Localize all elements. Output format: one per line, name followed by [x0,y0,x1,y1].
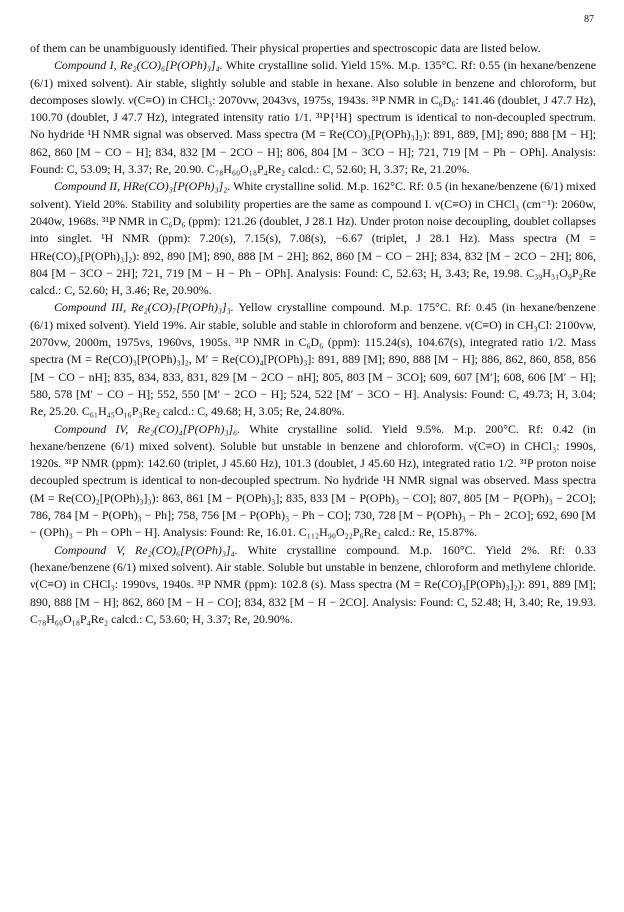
compound-i-paragraph [30,57,596,178]
compound-ii-heading: Compound II, HRe(CO)₃[P(OPh)₃]₂. [54,179,231,194]
compound-iii-heading: Compound III, Re₂(CO)₇[P(OPh)₃]₃. [54,300,234,315]
compound-ii-text: White crystalline solid. M.p. 162°C. Rf: 0.5 (in hexane/benzene (6/1) mixed solvent). Yield 20%. Stability and solubility properties are the same as compound I. ν(C≡O) in CHCl₃ (cm⁻¹): 2060w, 2040w, 1968s. ³¹P NMR in C₆D₆ (ppm): 121.26 (doublet, J 28.1 Hz). Under proton noise decoupling, doublet collapses into singlet. ¹H NMR (ppm): 7.20(s), 7.15(s), 7.08(s), −6.67 (triplet, J 28.1 Hz). Mass spectra (M = HRe(CO)₃[P(OPh)₃]₂): 892, 890 [M]; 890, 888 [M − 2H]; 862, 860 [M − CO − 2H]; 834, 832 [M − 2CO − 2H]; 806, 804 [M − 3CO − 2H]; 721, 719 [M − H − Ph − OPh]. Analysis: Found: C, 52.63; H, 3.43; Re, 19.98. C₃₉H₃₁O₉P₂Re calcd.: C, 52.60; H, 3.46; Re, 20.90%. [30,179,597,298]
intro-paragraph [30,40,596,57]
compound-v-heading: Compound V, Re₂(CO)₆[P(OPh)₃]₄. [54,542,238,557]
experimental-section [30,40,596,628]
compound-ii-paragraph [30,178,596,299]
compound-i-heading: Compound I, Re₂(CO)₆[P(OPh)₃]₄. [54,58,223,73]
compound-iii-paragraph [30,299,596,420]
compound-v-text: White crystalline compound. M.p. 160°C. Yield 2%. Rf: 0.33 (hexane/benzene (6/1) mixed solvent). Air stable. Soluble but unstable in benzene, chloroform and methylene chloride. ν(C≡O) in CHCl₃: 1990vs, 1940s. ³¹P NMR (ppm): 102.8 (s). Mass spectra (M = Re(CO)₃[P(OPh)₃]₂): 891, 889 [M]; 890, 888 [M − H]; 862, 860 [M − H − CO]; 834, 832 [M − H − 2CO]. Analysis: Found: C, 52.48; H, 3.40; Re, 19.93. C₇₈H₆₀O₁₈P₄Re₂ calcd.: C, 53.60; H, 3.37; Re, 20.90%. [30,542,596,626]
compound-v-paragraph [30,542,596,628]
compound-iii-text: Yellow crystalline compound. M.p. 175°C. Rf: 0.45 (in hexane/benzene (6/1) mixed solvent). Yield 19%. Air stable, soluble and stable in chloroform and benzene. ν(C≡O) in CH₃Cl: 2100vw, 2070vw, 2000m, 1975vs, 1960vs, 1905s. ³¹P NMR in C₆D₆ (ppm): 115.24(s), 104.67(s), integrated ratio 1/2. Mass spectra (M = Re(CO)₃[P(OPh)₃]₂, M′ = Re(CO)₄[P(OPh)₃]: 891, 889 [M]; 890, 888 [M − H]; 886, 862, 860, 858, 856 [M − CO − nH]; 835, 834, 833, 831, 829 [M − 2CO − nH]; 805, 803 [M − 3CO]; 609, 607 [M′]; 608, 606 [M′ − H]; 580, 578 [M′ − CO − H]; 552, 550 [M′ − 2CO − H]; 524, 522 [M′ − 3CO − H]. Analysis: Found: C, 49.73; H, 3.04; Re, 25.20. C₆₁H₄₅O₁₆P₃Re₂ calcd.: C, 49.68; H, 3.05; Re, 24.80%. [30,300,596,419]
compound-i-text: White crystalline solid. Yield 15%. M.p. 135°C. Rf: 0.55 (in hexane/benzene (6/1) mixed solvent). Air stable, slightly soluble and stable in hexane. Also soluble in benzene and chloroform, but decomposes slowly. ν(C≡O) in CHCl₃: 2070vw, 2043vs, 1975s, 1943s. ³¹P NMR in C₆D₆: 141.46 (doublet, J 47.7 Hz), 100.70 (doublet, J 47.7 Hz), integrated intensity ratio 1/1. ³¹P{¹H} spectrum is identical to non-decoupled spectrum. No hydride ¹H NMR signal was observed. Mass spectra (M = Re(CO)₃[P(OPh)₃]₂): 891, 889, [M]; 890; 888 [M − H]; 862, 860 [M − CO − H]; 834, 832 [M − 2CO − H]; 806, 804 [M − 3CO − H]; 721, 719 [M − Ph − OPh]. Analysis: Found: C, 53.09; H, 3.37; Re, 20.90. C₇₈H₆₀O₁₈P₄Re₂ calcd.: C, 52.60; H, 3.37; Re, 21.20%. [30,58,596,177]
compound-iv-text: White crystalline solid. Yield 9.5%. M.p. 200°C. Rf: 0.42 (in hexane/benzene (6/1) mixed solvent). Soluble but unstable in benzene and chloroform. ν(C≡O) in CHCl₃: 1990s, 1920s. ³¹P NMR (ppm): 142.60 (triplet, J 45.60 Hz), 101.3 (doublet, J 45.60 Hz), integrated ratio 1/2. ³¹P proton noise decoupled spectrum is identical to non-decoupled spectrum. No hydride ¹H NMR signal was observed. Mass spectra (M = Re(CO)₂[P(OPh)₃]₃): 863, 861 [M − P(OPh)₃]; 835, 833 [M − P(OPh)₃ − CO]; 807, 805 [M − P(OPh)₃ − 2CO]; 786, 784 [M − P(OPh)₃ − Ph]; 758, 756 [M − P(OPh)₃ − Ph − CO]; 730, 728 [M − P(OPh)₃ − Ph − 2CO]; 692, 690 [M − (OPh)₃ − Ph − OPh − H]. Analysis: Found: Re, 16.01. C₁₁₂H₉₀O₂₂P₆Re₂ calcd.: Re, 15.87%. [30,421,596,540]
compound-iv-heading: Compound IV, Re₂(CO)₄[P(OPh)₃]₆. [54,421,241,436]
compound-iv-paragraph [30,421,596,542]
paragraph-text: of them can be unambiguously identified. Their physical properties and spectroscopic data are listed below. [30,41,541,55]
page-number: 87 [584,14,594,25]
